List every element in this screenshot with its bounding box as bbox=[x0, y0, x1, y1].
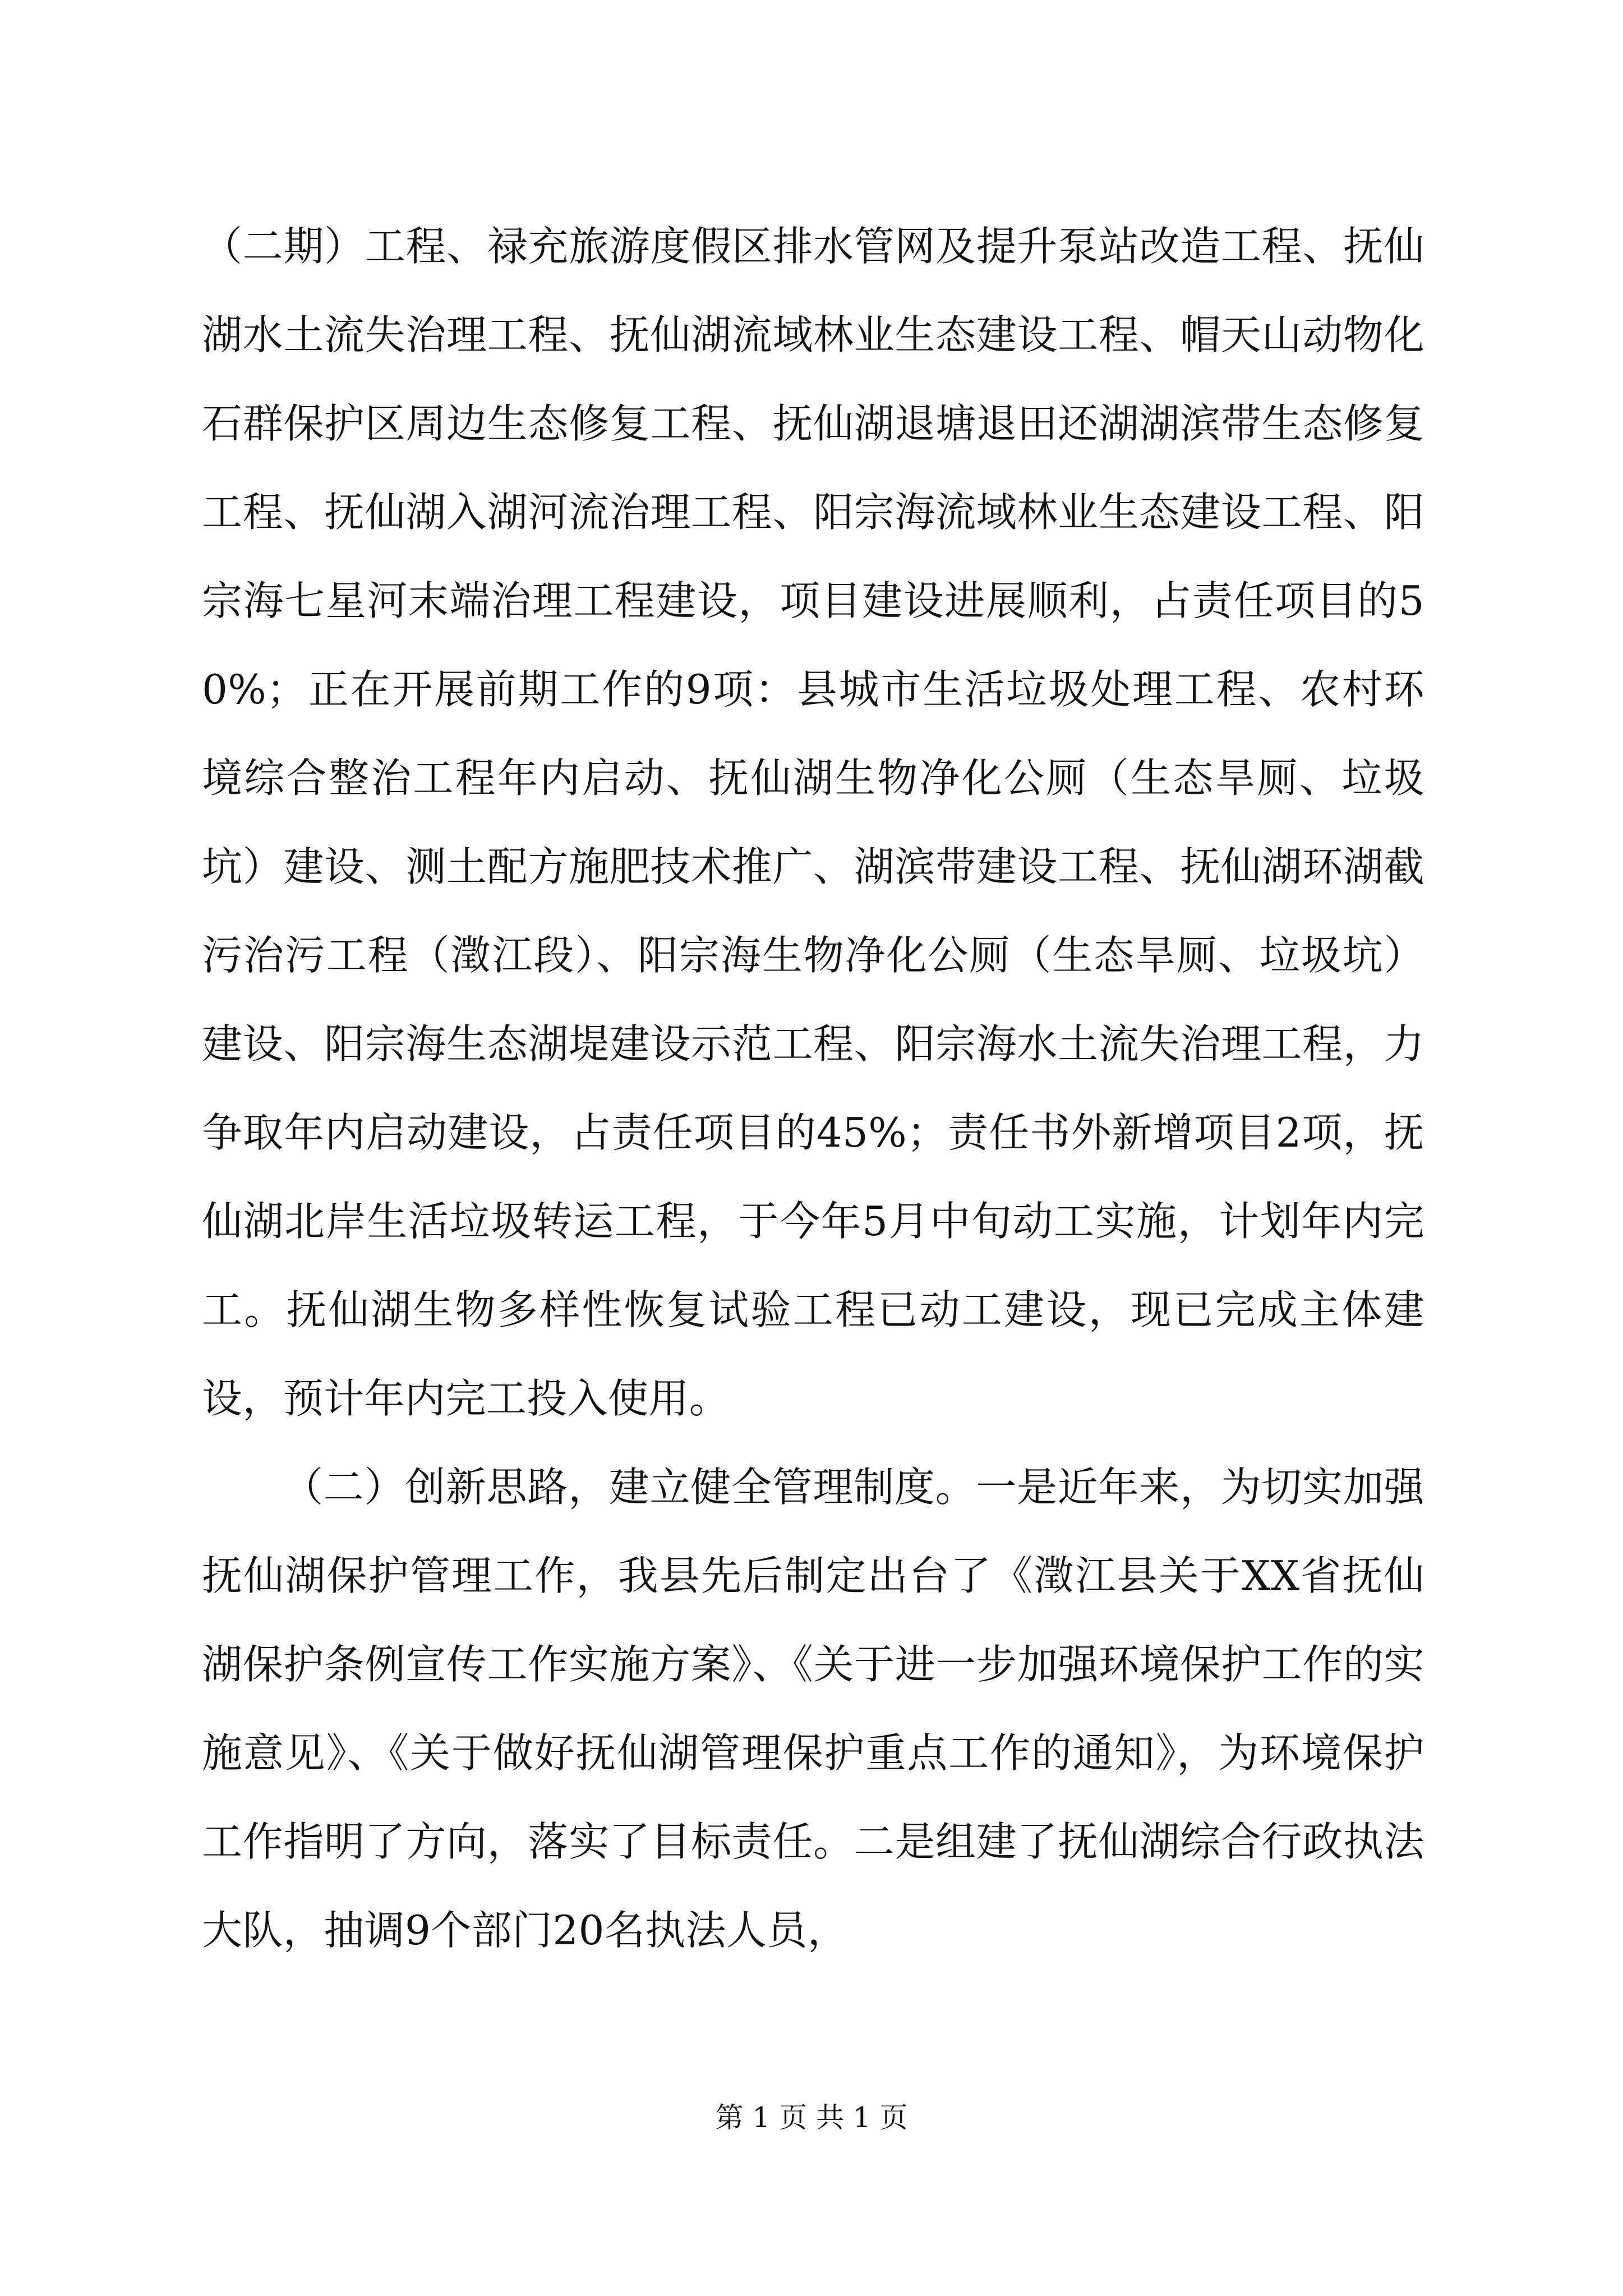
body-text bbox=[202, 202, 1424, 1975]
paragraph-management-system: （二）创新思路，建立健全管理制度。一是近年来，为切实加强抚仙湖保护管理工作，我县先后制定出台了《澂江县关于XX省抚仙湖保护条例宣传工作实施方案》、《关于进一步加强环境保护工作的实施意见》、《关于做好抚仙湖管理保护重点工作的通知》，为环境保护工作指明了方向，落实了目标责任。二是组建了抚仙湖综合行政执法大队，抽调9个部门20名执法人员， bbox=[202, 1464, 1424, 1954]
page-footer bbox=[0, 2101, 1623, 2134]
page-number-label: 第 1 页 共 1 页 bbox=[715, 2101, 908, 2134]
paragraph-project-list: （二期）工程、禄充旅游度假区排水管网及提升泵站改造工程、抚仙湖水土流失治理工程、抚仙湖流域林业生态建设工程、帽天山动物化石群保护区周边生态修复工程、抚仙湖退塘退田还湖湖滨带生态修复工程、抚仙湖入湖河流治理工程、阳宗海流域林业生态建设工程、阳宗海七星河末端治理工程建设，项目建设进展顺利，占责任项目的50%；正在开展前期工作的9项：县城市生活垃圾处理工程、农村环境综合整治工程年内启动、抚仙湖生物净化公厕（生态旱厕、垃圾坑）建设、测土配方施肥技术推广、湖滨带建设工程、抚仙湖环湖截污治污工程（澂江段）、阳宗海生物净化公厕（生态旱厕、垃圾坑）建设、阳宗海生态湖堤建设示范工程、阳宗海水土流失治理工程，力争取年内启动建设，占责任项目的45%；责任书外新增项目2项，抚仙湖北岸生活垃圾转运工程，于今年5月中旬动工实施，计划年内完工。抚仙湖生物多样性恢复试验工程已动工建设，现已完成主体建设，预计年内完工投入使用。 bbox=[202, 223, 1424, 1422]
